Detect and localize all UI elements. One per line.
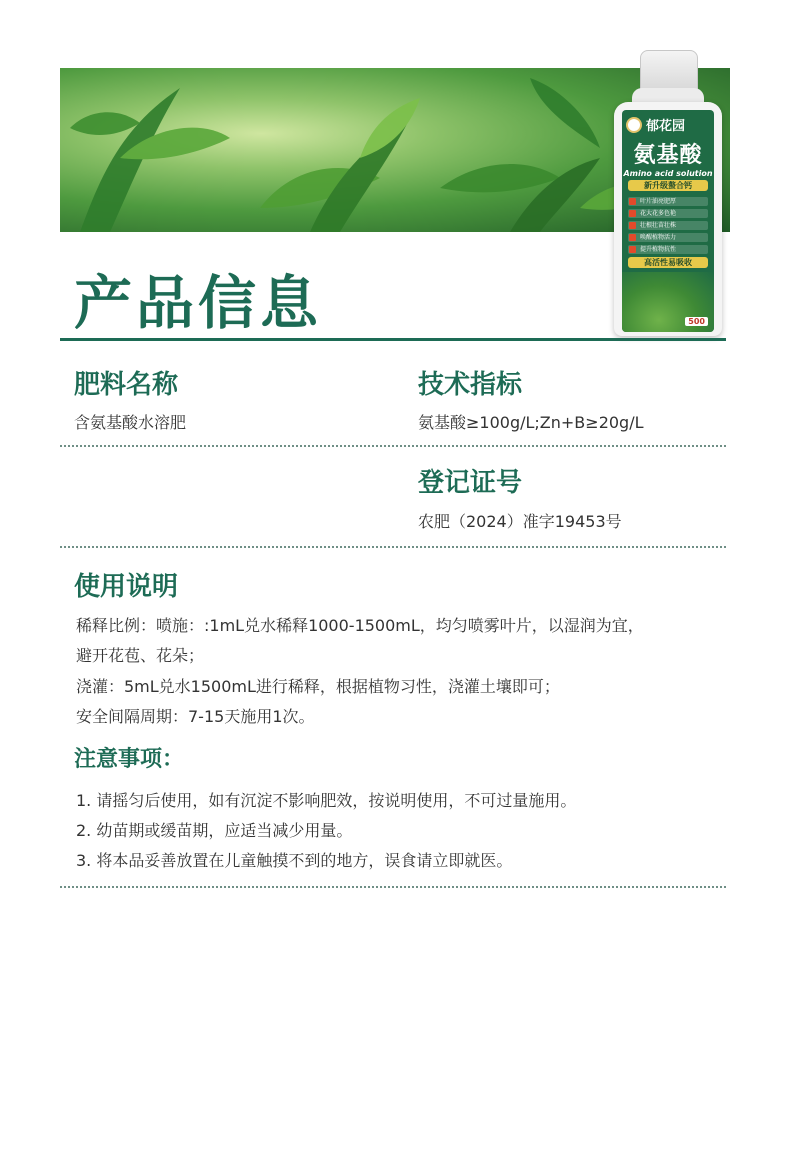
bottle-feature: 提升植物抗性 [628, 245, 708, 254]
registration-value: 农肥（2024）准字19453号 [418, 512, 622, 531]
bottle-label [622, 110, 714, 332]
notes-heading: 注意事项： [74, 747, 185, 772]
bottle-feature: 花大花多色艳 [628, 209, 708, 218]
brand-logo-icon [626, 117, 642, 133]
divider-dotted [60, 445, 726, 447]
note-line: 1. 请摇匀后使用，如有沉淀不影响肥效，按说明使用，不可过量施用。 [76, 791, 577, 810]
bottle-product-name: 氨基酸 [633, 143, 703, 168]
note-line: 3. 将本品妥善放置在儿童触摸不到的地方，误食请立即就医。 [76, 851, 513, 870]
bottle-cap [640, 50, 698, 92]
title-divider [60, 338, 726, 341]
usage-line: 浇灌：5mL兑水1500mL进行稀释，根据植物习性，浇灌土壤即可； [76, 677, 560, 696]
bottle-feature: 叶片油亮肥厚 [628, 197, 708, 206]
divider-dotted [60, 546, 726, 548]
bottle-size: 500 [685, 317, 708, 326]
usage-line: 安全间隔周期：7-15天施用1次。 [76, 707, 315, 726]
tech-index-heading: 技术指标 [418, 370, 523, 400]
bottle-tag: 新升级螯合钙 [628, 180, 708, 191]
fertilizer-name-heading: 肥料名称 [74, 370, 179, 400]
bottle-brand-row [622, 110, 714, 134]
product-bottle-image [612, 50, 724, 338]
bottle-brand: 郁花园 [646, 119, 686, 134]
usage-line: 稀释比例：喷施：:1mL兑水稀释1000-1500mL，均匀喷雾叶片，以湿润为宜， [76, 616, 644, 635]
bottle-feature: 唤醒植物活力 [628, 233, 708, 242]
note-line: 2. 幼苗期或缓苗期，应适当减少用量。 [76, 821, 353, 840]
usage-heading: 使用说明 [74, 572, 179, 602]
bottle-slogan: 高活性易吸收 [628, 257, 708, 268]
page-title: 产品信息 [74, 269, 323, 337]
fertilizer-name-value: 含氨基酸水溶肥 [74, 413, 187, 432]
tech-index-value: 氨基酸≥100g/L;Zn+B≥20g/L [418, 413, 644, 432]
divider-dotted [60, 886, 726, 888]
bottle-english-name: Amino acid solution [623, 169, 713, 178]
usage-line: 避开花苞、花朵； [76, 646, 205, 665]
bottle-feature: 壮根壮苗壮株 [628, 221, 708, 230]
registration-heading: 登记证号 [418, 468, 523, 498]
bottle-feature-list [628, 197, 708, 254]
